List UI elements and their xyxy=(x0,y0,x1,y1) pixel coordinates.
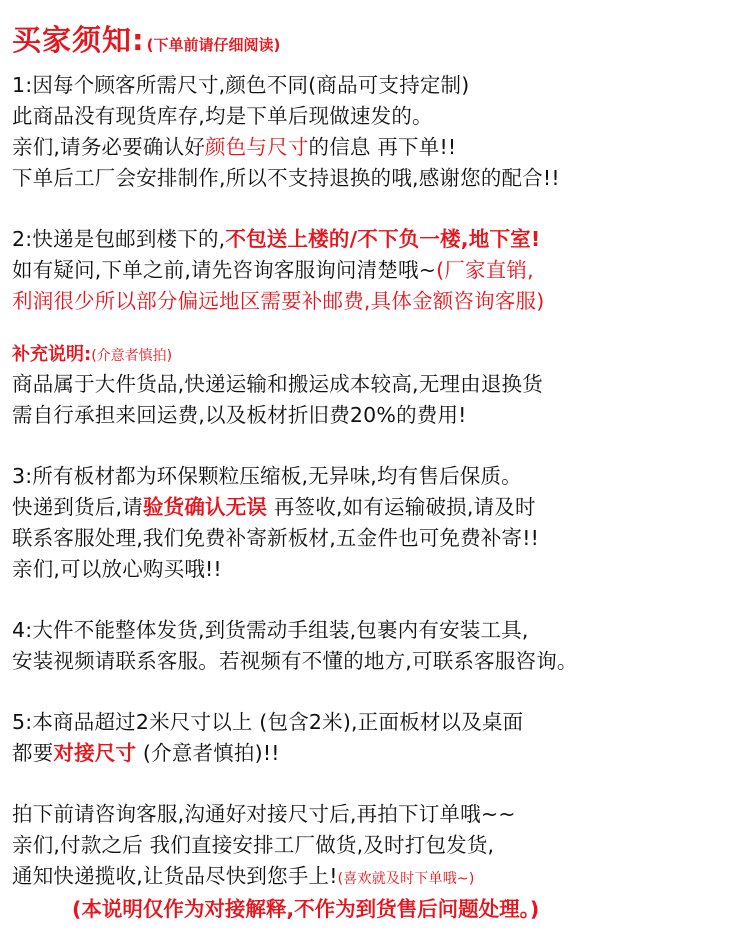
spacer xyxy=(12,769,740,799)
section-1-line-4: 下单后工厂会安排制作,所以不支持退换的哦,感谢您的配合!! xyxy=(12,166,560,190)
section-1-line-3 xyxy=(12,132,740,163)
section-5-line-1: 5:本商品超过2米尺寸以上 (包含2米),正面板材以及桌面 xyxy=(12,710,524,734)
spacer xyxy=(12,431,740,461)
section-2-highlight: 不包送上楼的/不下负一楼,地下室! xyxy=(225,227,541,251)
section-2-line-1 xyxy=(12,224,740,255)
spacer xyxy=(12,585,740,615)
section-3-highlight: 验货确认无误 xyxy=(142,495,268,519)
closing-line-1: 拍下前请咨询客服,沟通好对接尺寸后,再拍下订单哦~~ xyxy=(12,802,516,826)
section-5-line-2 xyxy=(12,738,740,769)
section-2-line-2-a: 如有疑问,下单之前,请先咨询客服询问清楚哦~ xyxy=(12,258,437,282)
notice-header xyxy=(12,18,740,64)
section-2 xyxy=(12,224,740,317)
notice-subtitle: (下单前请仔细阅读) xyxy=(146,36,281,54)
supplement-title: 补充说明: xyxy=(12,344,92,365)
section-3-line-2-a: 快递到货后,请 xyxy=(12,495,143,519)
closing-line-2: 亲们,付款之后 我们直接安排工厂做货,及时打包发货, xyxy=(12,833,495,857)
spacer xyxy=(12,677,740,707)
section-3-line-1: 3:所有板材都为环保颗粒压缩板,无异味,均有售后保质。 xyxy=(12,464,522,488)
notice-title: 买家须知: xyxy=(12,23,145,57)
section-3 xyxy=(12,461,740,585)
section-1-highlight: 颜色与尺寸 xyxy=(205,135,309,159)
section-2-line-1-a: 2:快递是包邮到楼下的, xyxy=(12,227,226,251)
section-2-line-3: 利润很少所以部分偏远地区需要补邮费,具体金额咨询客服) xyxy=(12,289,545,313)
disclaimer-footer: (本说明仅作为对接解释,不作为到货售后问题处理。) xyxy=(72,897,540,921)
section-3-line-2 xyxy=(12,492,740,523)
section-5-line-2-a: 都要 xyxy=(12,741,54,765)
section-4-line-2: 安装视频请联系客服。若视频有不懂的地方,可联系客服咨询。 xyxy=(12,649,578,673)
section-2-line-2 xyxy=(12,255,740,286)
closing-order-note: (喜欢就及时下单哦~) xyxy=(337,871,475,887)
section-1-line-2: 此商品没有现货库存,均是下单后现做速发的。 xyxy=(12,104,433,128)
closing-section xyxy=(12,799,740,926)
section-5-highlight: 对接尺寸 xyxy=(53,741,137,765)
spacer xyxy=(12,194,740,224)
section-1-line-3-a: 亲们,请务必要确认好 xyxy=(12,135,206,159)
section-2-factory-note: (厂家直销, xyxy=(436,258,534,282)
supplement-line-2: 需自行承担来回运费,以及板材折旧费20%的费用! xyxy=(12,403,467,427)
section-3-line-3: 联系客服处理,我们免费补寄新板材,五金件也可免费补寄!! xyxy=(12,526,540,550)
section-5-line-2-b: (介意者慎拍)!! xyxy=(136,741,280,765)
spacer xyxy=(12,317,740,341)
supplement-line-1: 商品属于大件货品,快递运输和搬运成本较高,无理由退换货 xyxy=(12,372,543,396)
section-1-line-1: 1:因每个顾客所需尺寸,颜色不同(商品可支持定制) xyxy=(12,73,470,97)
section-5 xyxy=(12,707,740,769)
section-3-line-2-b: 再签收,如有运输破损,请及时 xyxy=(267,495,536,519)
closing-line-3-a: 通知快递揽收,让货品尽快到您手上! xyxy=(12,864,338,888)
section-3-line-4: 亲们,可以放心购买哦!! xyxy=(12,557,222,581)
supplement-caution: (介意者慎拍) xyxy=(91,348,173,364)
section-4 xyxy=(12,615,740,677)
supplement-head xyxy=(12,341,740,369)
closing-line-3 xyxy=(12,861,740,892)
supplement-section xyxy=(12,341,740,431)
section-1 xyxy=(12,70,740,194)
section-4-line-1: 4:大件不能整体发货,到货需动手组装,包裹内有安装工具, xyxy=(12,618,529,642)
section-1-line-3-b: 的信息 再下单!! xyxy=(308,135,457,159)
